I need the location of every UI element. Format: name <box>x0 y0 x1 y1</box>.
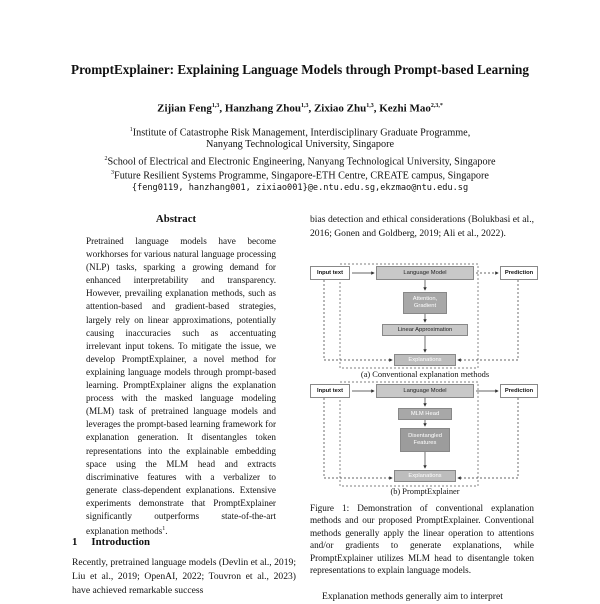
author-sup: 1,3 <box>300 103 309 109</box>
author-name: Zixiao Zhu <box>313 102 367 115</box>
affiliation-3: $^3$Future Resilient Systems Programme, Singapore-ETH Centre, CREATE campus, Singapore <box>111 170 489 182</box>
disentangled-features-box: Disentangled Features <box>400 428 450 452</box>
abstract-heading: Abstract <box>155 213 197 225</box>
author-sup: 1,3 <box>366 103 374 109</box>
right-column-paragraph: bias detection and ethical considerations (Bolukbasi et al., 2016; Gonen and Goldberg, 2019; Ali et al., 2022). <box>310 214 534 239</box>
author-emails: {feng0119, hanzhang001, zixiao001}@e.ntu.edu.sg,ekzmao@ntu.edu.sg <box>131 183 469 193</box>
footnote-mark: 1 <box>162 526 166 533</box>
language-model-box: Language Model <box>376 266 474 280</box>
author-sup: 2,3,* <box>430 103 443 109</box>
author-list: Zijian Feng$^{1,3}$, Hanzhang Zhou$^{1,3}$, Zixiao Zhu$^{1,3}$, Kezhi Mao$^{2,3,*}$ <box>157 102 443 115</box>
explanations-box: Explanations <box>394 354 456 366</box>
right-column-next-paragraph: Explanation methods generally aim to interpret <box>322 591 503 602</box>
affiliation-1: $^1$Institute of Catastrophe Risk Management, Interdisciplinary Graduate Programme, <box>129 127 471 139</box>
prediction-box: Prediction <box>500 266 538 280</box>
attention-gradient-box: Attention, Gradient <box>403 292 447 314</box>
affiliation-2: $^2$School of Electrical and Electronic Engineering, Nanyang Technological University, Singapore <box>104 156 496 168</box>
author-name: Zijian Feng <box>157 102 212 115</box>
intro-paragraph: Recently, pretrained language models (Devlin et al., 2019; Liu et al., 2019; OpenAI, 2022; Touvron et al., 2023) have achieved remarkable success <box>72 557 296 597</box>
subfigure-caption-b: (b) PromptExplainer <box>390 487 460 496</box>
subfigure-caption-a: (a) Conventional explanation methods <box>360 370 490 379</box>
input-text-box: Input text <box>310 384 350 398</box>
linear-approximation-box: Linear Approximation <box>382 324 468 336</box>
author-sup: 1,3 <box>211 103 220 109</box>
explanations-box: Explanations <box>394 470 456 482</box>
figure-1 <box>308 262 542 502</box>
paper-title: PromptExplainer: Explaining Language Models through Prompt-based Learning <box>71 62 529 77</box>
mlm-head-box: MLM Head <box>398 408 452 420</box>
language-model-box: Language Model <box>376 384 474 398</box>
author-name: Kezhi Mao <box>379 102 431 115</box>
affiliation-1-cont: Nanyang Technological University, Singapore <box>206 139 394 150</box>
abstract-body: Pretrained language models have become workhorses for various natural language processing (NLP) tasks, sparking a growing demand for enhanced interpretability and transparency. However, prevailing explanation methods, such as attention-based and gradient-based strategies, largely rely on linear approximations, potentially causing inaccuracies such as accentuating irrelevant input tokens. To mitigate the issue, we develop PromptExplainer, a novel method for explaining language models through prompt-based learning. PromptExplainer aligns the explanation process with the masked language modeling (MLM) task of pretrained language models and leverages the prompt-based learning framework for explanation generation. It disentangles token representations into the explainable embedding space using the MLM head and extracts discriminative features with a verbalizer to generate class-dependent explanations. Extensive experiments demonstrate that PromptExplainer significantly outperforms state-of-the-art explanation methods$^1$. <box>86 236 276 537</box>
figure-caption: Figure 1: Demonstration of conventional explanation methods and our proposed PromptExplainer. Conventional methods generally apply the linear operation to attentions and/or gradients to generate explanations, while PromptExplainer utilizes MLM head to disentangle token representations to explain language models. <box>310 503 534 576</box>
author-name: Hanzhang Zhou <box>224 102 301 115</box>
prediction-box: Prediction <box>500 384 538 398</box>
input-text-box: Input text <box>310 266 350 280</box>
section-heading: 1 Introduction <box>72 536 151 548</box>
